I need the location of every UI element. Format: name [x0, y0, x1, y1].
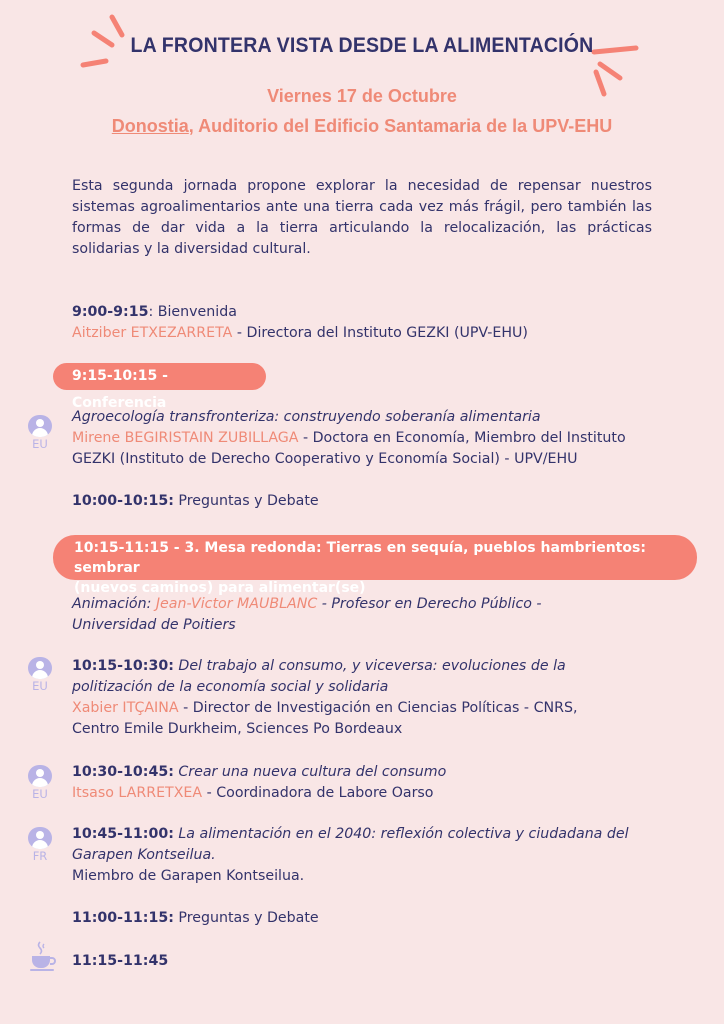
conference-title-b: : construyendo soberanía alimentaria — [274, 409, 541, 425]
coffee-cup-icon — [28, 940, 60, 972]
speaker-role: - Directora del Instituto GEZKI (UPV-EHU) — [232, 325, 528, 341]
language-tag: EU — [32, 787, 48, 801]
person-icon — [28, 765, 52, 787]
qa-time: 11:00-11:15: — [72, 910, 174, 926]
animation-role-line: Universidad de Poitiers — [72, 617, 236, 633]
person-icon — [28, 827, 52, 849]
animation-speaker: Jean-Victor MAUBLANC — [155, 596, 318, 612]
speaker-name: Xabier ITÇAINA — [72, 700, 179, 716]
talk-title-line-2: Garapen Kontseilua. — [72, 847, 216, 863]
roundtable-pill-line-2: (nuevos caminos) para alimentar(se) — [74, 580, 366, 596]
talk-title-line — [72, 762, 446, 783]
talk-role-line: Centro Emile Durkheim, Sciences Po Bordeaux — [72, 721, 403, 737]
speaker-role: - Doctora en Economía, Miembro del Instituto — [298, 430, 626, 446]
talk-title-cont: : evoluciones de la — [432, 658, 566, 674]
talk-title: Crear una nueva cultura del consumo — [173, 764, 447, 780]
qa-time: 10:00-10:15: — [72, 493, 174, 509]
roundtable-pill — [53, 535, 697, 596]
conference-pill: 9:15-10:15 - Conferencia — [53, 363, 266, 390]
speaker-avatar — [27, 765, 53, 801]
speaker-name: Aitziber ETXEZARRETA — [72, 325, 233, 341]
animation-label: Animación: — [72, 596, 156, 612]
speaker-avatar — [27, 415, 53, 451]
language-tag: EU — [32, 437, 48, 451]
conference-title — [72, 407, 541, 428]
speaker-role: - Coordinadora de Labore Oarso — [202, 785, 434, 801]
conference-speaker-line — [72, 428, 626, 449]
talk-speaker-line — [72, 783, 434, 804]
conference-title-a: Agroecología transfronteriza — [72, 409, 275, 425]
conference-qa-line — [72, 491, 319, 512]
talk-time: 10:15-10:30: — [72, 658, 174, 674]
page-title: LA FRONTERA VISTA DESDE LA ALIMENTACIÓN — [130, 34, 594, 57]
qa-label: Preguntas y Debate — [173, 910, 319, 926]
conference-role-line: GEZKI (Instituto de Derecho Cooperativo y Economía Social) - UPV/EHU — [72, 451, 578, 467]
talk-title: Del trabajo al consumo, y viceversa — [173, 658, 433, 674]
speaker-name: Mirene BEGIRISTAIN ZUBILLAGA — [72, 430, 299, 446]
welcome-label: : Bienvenida — [148, 304, 237, 320]
speaker-name: Itsaso LARRETXEA — [72, 785, 203, 801]
talk-title-line-2: politización de la economía social y solidaria — [72, 679, 389, 695]
person-icon — [28, 657, 52, 679]
break-time: 11:15-11:45 — [72, 953, 169, 969]
location-venue: , Auditorio del Edificio Santamaria de la UPV-EHU — [188, 116, 613, 136]
welcome-speaker-line — [72, 323, 528, 344]
animation-line — [72, 594, 542, 615]
speaker-avatar — [27, 827, 53, 863]
talk-role-line: Miembro de Garapen Kontseilua. — [72, 868, 305, 884]
talk-speaker-line — [72, 698, 577, 719]
welcome-line — [72, 302, 237, 323]
welcome-time: 9:00-9:15 — [72, 304, 149, 320]
speaker-role: - Director de Investigación en Ciencias Políticas - CNRS, — [178, 700, 578, 716]
event-location — [0, 116, 724, 137]
talk-title-line — [72, 824, 629, 845]
talk-title: La alimentación en el 2040 — [173, 826, 372, 842]
talk-title-line — [72, 656, 566, 677]
roundtable-pill-line-1: 10:15-11:15 - 3. Mesa redonda: Tierras en sequía, pueblos hambrientos: sembrar — [74, 540, 646, 576]
intro-paragraph: Esta segunda jornada propone explorar la necesidad de repensar nuestros sistemas agroalimentarios ante una tierra cada vez más frágil, pero también las formas de dar vida a la tierra articulando la relocalización, las prácticas solidarias y la diversidad cultural. — [72, 178, 652, 257]
speaker-avatar — [27, 657, 53, 693]
person-icon — [28, 415, 52, 437]
location-city-link[interactable]: Donostia — [111, 116, 189, 136]
talk-time: 10:45-11:00: — [72, 826, 174, 842]
animation-role: - Profesor en Derecho Público - — [317, 596, 542, 612]
roundtable-qa-line — [72, 908, 319, 929]
language-tag: FR — [32, 849, 48, 863]
event-date: Viernes 17 de Octubre — [267, 86, 457, 106]
qa-label: Preguntas y Debate — [173, 493, 319, 509]
talk-title-cont: : reflexión colectiva y ciudadana del — [371, 826, 629, 842]
language-tag: EU — [32, 679, 48, 693]
talk-time: 10:30-10:45: — [72, 764, 174, 780]
